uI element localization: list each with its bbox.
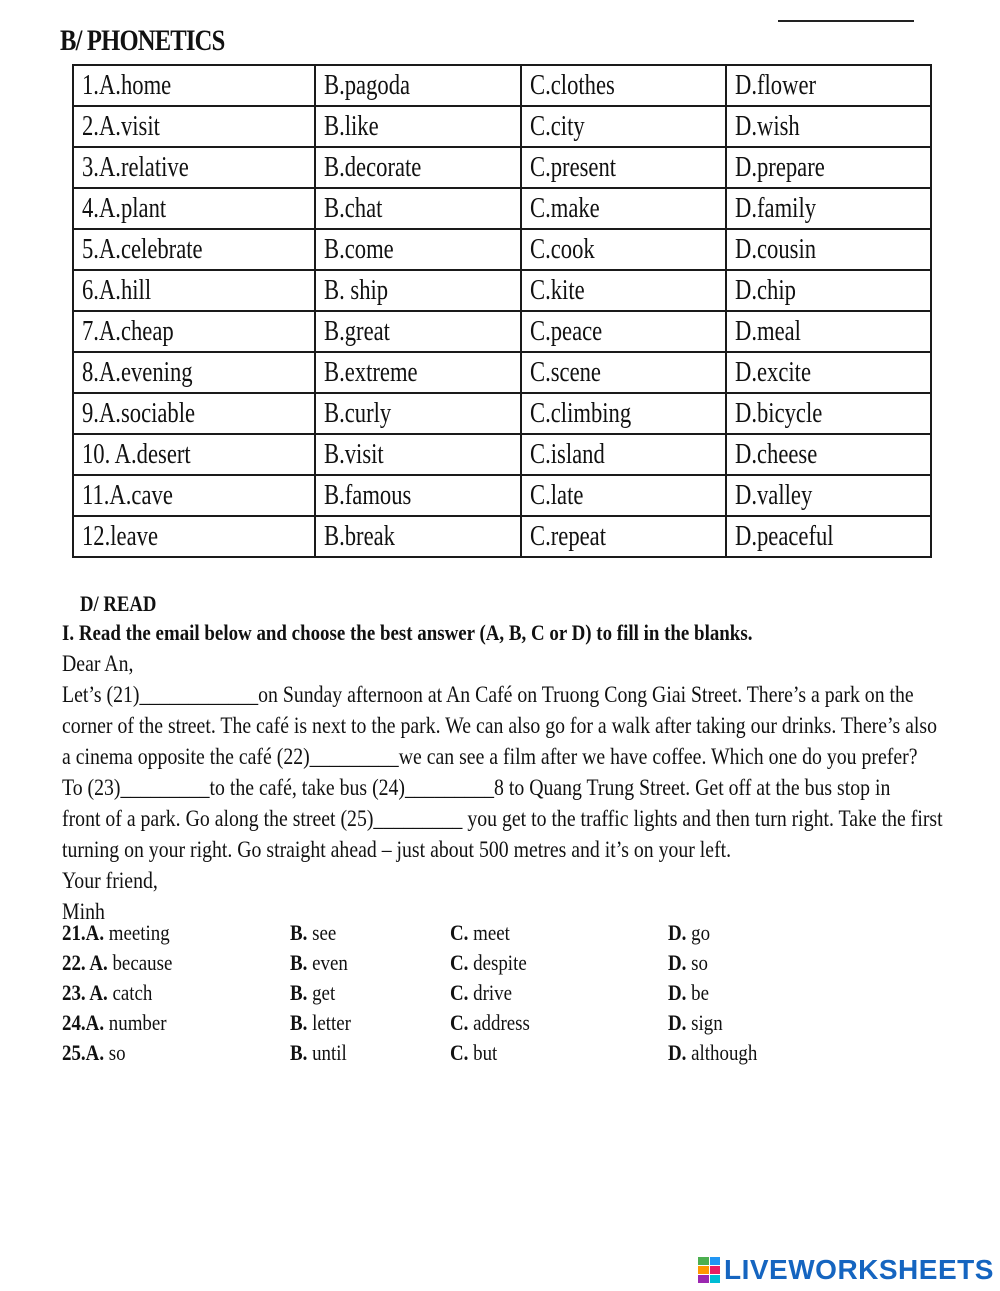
phonetics-word: B. ship [324, 274, 389, 306]
option-row [62, 980, 782, 1010]
phonetics-cell [73, 270, 315, 311]
phonetics-word: D.bicycle [735, 397, 823, 429]
phonetics-heading: B/ PHONETICS [60, 24, 225, 57]
phonetics-cell [315, 475, 521, 516]
phonetics-word: 9.A.sociable [82, 397, 196, 429]
option-text: meeting [104, 920, 170, 945]
letter-line: a cinema opposite the café (22)_________we can see a film after we have coffee. Which one do you prefer? [62, 744, 918, 769]
option-letter: D. [668, 980, 687, 1005]
option-row [62, 950, 782, 980]
option-text: sign [686, 1010, 723, 1035]
phonetics-cell [73, 229, 315, 270]
logo-square [698, 1257, 709, 1265]
option-letter: B. [290, 950, 308, 975]
phonetics-word: C.city [530, 110, 585, 142]
liveworksheets-logo-icon [698, 1257, 720, 1283]
phonetics-word: C.cook [530, 233, 595, 265]
phonetics-word: 6.A.hill [82, 274, 152, 306]
option-text: catch [107, 980, 153, 1005]
logo-square [710, 1257, 721, 1265]
phonetics-cell [521, 516, 726, 557]
phonetics-cell [315, 393, 521, 434]
phonetics-cell [521, 106, 726, 147]
phonetics-cell [73, 311, 315, 352]
letter-closing: Your friend, [62, 868, 158, 893]
phonetics-word: C.scene [530, 356, 601, 388]
phonetics-row [73, 270, 931, 311]
phonetics-word: D.chip [735, 274, 796, 306]
phonetics-word: B.come [324, 233, 394, 265]
phonetics-word: D.cousin [735, 233, 817, 265]
letter-line: To (23)_________to the café, take bus (24)_________8 to Quang Trung Street. Get off at the bus stop in [62, 775, 891, 800]
option-text: so [104, 1040, 126, 1065]
top-divider [778, 20, 914, 22]
phonetics-cell [726, 270, 931, 311]
answer-option [290, 1010, 351, 1036]
phonetics-cell [315, 65, 521, 106]
option-letter: C. [450, 980, 469, 1005]
phonetics-cell [726, 393, 931, 434]
phonetics-word: 4.A.plant [82, 192, 167, 224]
option-letter: 23. A. [62, 980, 108, 1005]
phonetics-cell [315, 311, 521, 352]
phonetics-cell [521, 311, 726, 352]
phonetics-cell [73, 516, 315, 557]
option-letter: D. [668, 1040, 687, 1065]
phonetics-cell [521, 147, 726, 188]
phonetics-cell [73, 147, 315, 188]
answer-option [450, 1040, 497, 1066]
phonetics-cell [521, 352, 726, 393]
phonetics-word: D.cheese [735, 438, 818, 470]
liveworksheets-logo [698, 1254, 994, 1286]
answer-option [450, 920, 510, 946]
option-text: drive [468, 980, 513, 1005]
option-row [62, 920, 782, 950]
phonetics-word: D.wish [735, 110, 800, 142]
answer-option [668, 980, 709, 1006]
phonetics-cell [521, 434, 726, 475]
phonetics-word: B.chat [324, 192, 383, 224]
phonetics-cell [315, 106, 521, 147]
option-text: meet [468, 920, 510, 945]
phonetics-word: C.make [530, 192, 600, 224]
phonetics-cell [73, 475, 315, 516]
phonetics-word: B.break [324, 520, 395, 552]
answer-option [450, 980, 512, 1006]
answer-option [62, 920, 170, 946]
phonetics-cell [315, 434, 521, 475]
phonetics-word: C.late [530, 479, 584, 511]
phonetics-word: 12.leave [82, 520, 158, 552]
option-row [62, 1010, 782, 1040]
phonetics-word: D.family [735, 192, 817, 224]
phonetics-table [72, 64, 932, 558]
phonetics-word: D.prepare [735, 151, 825, 183]
phonetics-word: B.extreme [324, 356, 418, 388]
phonetics-word: C.peace [530, 315, 603, 347]
answer-options [62, 920, 782, 1070]
letter-line: corner of the street. The café is next to the park. We can also go for a walk after taking our drinks. There’s also [62, 713, 938, 738]
phonetics-word: 11.A.cave [82, 479, 173, 511]
option-letter: 22. A. [62, 950, 108, 975]
option-text: letter [307, 1010, 351, 1035]
letter-line: turning on your right. Go straight ahead – just about 500 metres and it’s on your left. [62, 837, 732, 862]
phonetics-cell [726, 434, 931, 475]
option-row [62, 1040, 782, 1070]
phonetics-word: D.meal [735, 315, 801, 347]
answer-option [450, 950, 527, 976]
phonetics-cell [73, 65, 315, 106]
answer-option [62, 1010, 167, 1036]
option-letter: B. [290, 920, 308, 945]
phonetics-cell [521, 65, 726, 106]
answer-option [290, 920, 336, 946]
phonetics-word: B.visit [324, 438, 384, 470]
phonetics-word: D.flower [735, 69, 817, 101]
phonetics-row [73, 516, 931, 557]
phonetics-cell [315, 229, 521, 270]
option-text: be [686, 980, 709, 1005]
option-letter: 21.A. [62, 920, 105, 945]
phonetics-cell [726, 516, 931, 557]
phonetics-row [73, 106, 931, 147]
phonetics-cell [726, 147, 931, 188]
phonetics-cell [726, 188, 931, 229]
phonetics-word: 7.A.cheap [82, 315, 174, 347]
phonetics-word: B.famous [324, 479, 412, 511]
phonetics-word: C.clothes [530, 69, 615, 101]
option-letter: 24.A. [62, 1010, 105, 1035]
phonetics-cell [521, 229, 726, 270]
option-letter: C. [450, 920, 469, 945]
phonetics-cell [315, 147, 521, 188]
option-text: despite [468, 950, 527, 975]
phonetics-cell [521, 393, 726, 434]
phonetics-cell [521, 270, 726, 311]
phonetics-cell [726, 475, 931, 516]
option-text: so [686, 950, 708, 975]
phonetics-row [73, 311, 931, 352]
answer-option [450, 1010, 530, 1036]
answer-option [668, 950, 708, 976]
option-text: get [307, 980, 336, 1005]
phonetics-word: 3.A.relative [82, 151, 189, 183]
phonetics-cell [73, 352, 315, 393]
logo-square [698, 1266, 709, 1274]
answer-option [668, 1010, 723, 1036]
phonetics-word: C.repeat [530, 520, 606, 552]
phonetics-cell [73, 188, 315, 229]
answer-option [668, 920, 710, 946]
option-text: until [307, 1040, 347, 1065]
option-letter: D. [668, 1010, 687, 1035]
option-letter: C. [450, 950, 469, 975]
option-text: address [468, 1010, 530, 1035]
option-letter: D. [668, 950, 687, 975]
letter-line: front of a park. Go along the street (25)_________ you get to the traffic lights and then turn right. Take the first [62, 806, 943, 831]
answer-option [290, 1040, 347, 1066]
answer-option [62, 1040, 126, 1066]
logo-square [698, 1275, 709, 1283]
phonetics-word: C.kite [530, 274, 585, 306]
phonetics-word: 1.A.home [82, 69, 172, 101]
letter-line: Let’s (21)____________on Sunday afternoon at An Café on Truong Cong Giai Street. There’s a park on the [62, 682, 914, 707]
letter-signature: Minh [62, 899, 105, 924]
read-heading: D/ READ [80, 591, 157, 616]
answer-option [668, 1040, 757, 1066]
phonetics-cell [73, 393, 315, 434]
logo-square [710, 1275, 721, 1283]
phonetics-cell [726, 229, 931, 270]
option-text: go [686, 920, 711, 945]
logo-square [710, 1266, 721, 1274]
phonetics-cell [73, 106, 315, 147]
phonetics-cell [73, 434, 315, 475]
answer-option [62, 950, 172, 976]
phonetics-word: D.excite [735, 356, 811, 388]
option-letter: D. [668, 920, 687, 945]
option-text: number [104, 1010, 167, 1035]
phonetics-word: B.like [324, 110, 379, 142]
option-letter: B. [290, 1040, 308, 1065]
phonetics-row [73, 147, 931, 188]
phonetics-row [73, 188, 931, 229]
option-text: see [307, 920, 337, 945]
phonetics-cell [315, 270, 521, 311]
phonetics-word: B.pagoda [324, 69, 411, 101]
answer-option [62, 980, 152, 1006]
option-text: although [686, 1040, 758, 1065]
phonetics-row [73, 229, 931, 270]
phonetics-word: D.valley [735, 479, 813, 511]
phonetics-cell [726, 311, 931, 352]
answer-option [290, 950, 348, 976]
phonetics-word: B.decorate [324, 151, 422, 183]
phonetics-row [73, 434, 931, 475]
phonetics-cell [521, 475, 726, 516]
phonetics-word: C.island [530, 438, 605, 470]
phonetics-word: B.curly [324, 397, 392, 429]
phonetics-cell [726, 106, 931, 147]
option-text: because [107, 950, 173, 975]
answer-option [290, 980, 335, 1006]
phonetics-word: 8.A.evening [82, 356, 193, 388]
phonetics-word: D.peaceful [735, 520, 834, 552]
phonetics-word: 5.A.celebrate [82, 233, 203, 265]
option-text: but [468, 1040, 498, 1065]
phonetics-cell [315, 516, 521, 557]
option-letter: B. [290, 980, 308, 1005]
letter-greeting: Dear An, [62, 651, 134, 676]
phonetics-row [73, 352, 931, 393]
phonetics-cell [521, 188, 726, 229]
option-letter: B. [290, 1010, 308, 1035]
phonetics-row [73, 475, 931, 516]
phonetics-word: 10. A.desert [82, 438, 191, 470]
phonetics-word: 2.A.visit [82, 110, 160, 142]
option-letter: 25.A. [62, 1040, 105, 1065]
phonetics-cell [315, 352, 521, 393]
option-letter: C. [450, 1010, 469, 1035]
phonetics-row [73, 393, 931, 434]
phonetics-cell [726, 352, 931, 393]
option-text: even [307, 950, 348, 975]
logo-text: LIVEWORKSHEETS [724, 1254, 994, 1285]
phonetics-word: C.present [530, 151, 617, 183]
email-letter [62, 648, 943, 927]
reading-instruction: I. Read the email below and choose the best answer (A, B, C or D) to fill in the blanks. [62, 620, 753, 645]
option-letter: C. [450, 1040, 469, 1065]
phonetics-word: B.great [324, 315, 390, 347]
phonetics-row [73, 65, 931, 106]
phonetics-word: C.climbing [530, 397, 632, 429]
phonetics-cell [315, 188, 521, 229]
phonetics-cell [726, 65, 931, 106]
